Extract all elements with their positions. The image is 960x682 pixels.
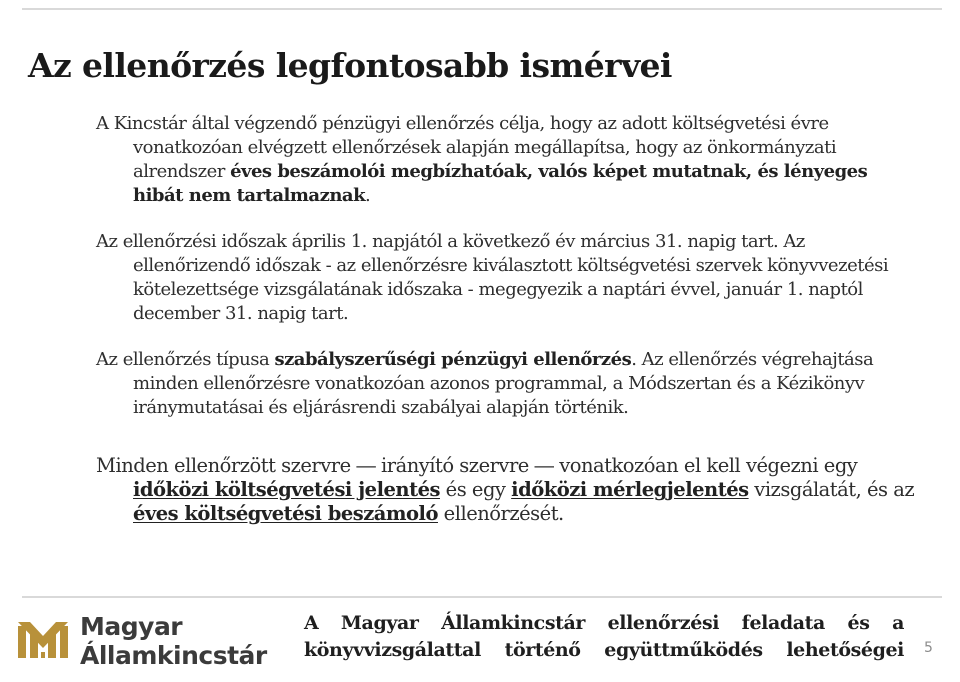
logo-text-magyar: Magyar [80, 612, 183, 641]
footer-caption [304, 610, 904, 664]
paragraph-text: ellenőrzését. [437, 502, 564, 525]
bottom-divider [22, 596, 942, 598]
slide-title: Az ellenőrzés legfontosabb ismérvei [28, 46, 672, 85]
footer-line-2: könyvvizsgálattal történő együttműködés lehetőségei [304, 639, 904, 661]
emphasis-text: éves beszámolói megbízhatóak, valós képet mutatnak, és lényeges hibát nem tartalmaznak [133, 161, 868, 206]
logo-text-allamkincstar: Államkincstár [80, 641, 267, 670]
paragraph-text: és egy [439, 478, 512, 501]
paragraph-scope [96, 454, 916, 526]
paragraph-text: vizsgálatát, és az [748, 478, 915, 501]
paragraph-text: Minden ellenőrzött szervre ― irányító szervre ― vonatkozóan el kell végezni egy [96, 454, 858, 477]
paragraph-text: Az ellenőrzés típusa [96, 349, 275, 370]
paragraph-text: A Kincstár által végzendő pénzügyi ellenőrzés célja, hogy az adott költségvetési évre vonatkozóan elvégzett ellenőrzések alapján megállapítsa, hogy az önkormányzati alrendszer [96, 113, 837, 182]
emphasis-text: időközi költségvetési jelentés [133, 478, 440, 501]
paragraph-type [96, 348, 916, 420]
slide-body [96, 112, 916, 526]
emphasis-text: szabályszerűségi pénzügyi ellenőrzés [274, 349, 632, 370]
emphasis-text: éves költségvetési beszámoló [133, 502, 438, 525]
paragraph-text: . Az ellenőrzés végrehajtása minden ellenőrzésre vonatkozóan azonos programmal, a Módszertan és a Kézikönyv iránymutatásai és eljárásrendi szabályai alapján történik. [133, 349, 874, 418]
paragraph-period: Az ellenőrzési időszak április 1. napjától a következő év március 31. napig tart. Az ellenőrizendő időszak - az ellenőrzésre kiválasztott költségvetési szervek könyvvezetési kötelezettsége vizsgálatának időszaka - megegyezik a naptári évvel, január 1. naptól december 31. napig tart. [96, 231, 889, 324]
paragraph-purpose [96, 112, 916, 208]
page-number: 5 [924, 640, 933, 656]
footer-line-1: A Magyar Államkincstár ellenőrzési feladata és a [304, 612, 904, 634]
kincstar-logo [16, 606, 276, 670]
top-divider [22, 8, 942, 10]
paragraph-text: . [365, 185, 371, 206]
emphasis-text: időközi mérlegjelentés [511, 478, 749, 501]
crown-emblem-icon [16, 612, 70, 662]
